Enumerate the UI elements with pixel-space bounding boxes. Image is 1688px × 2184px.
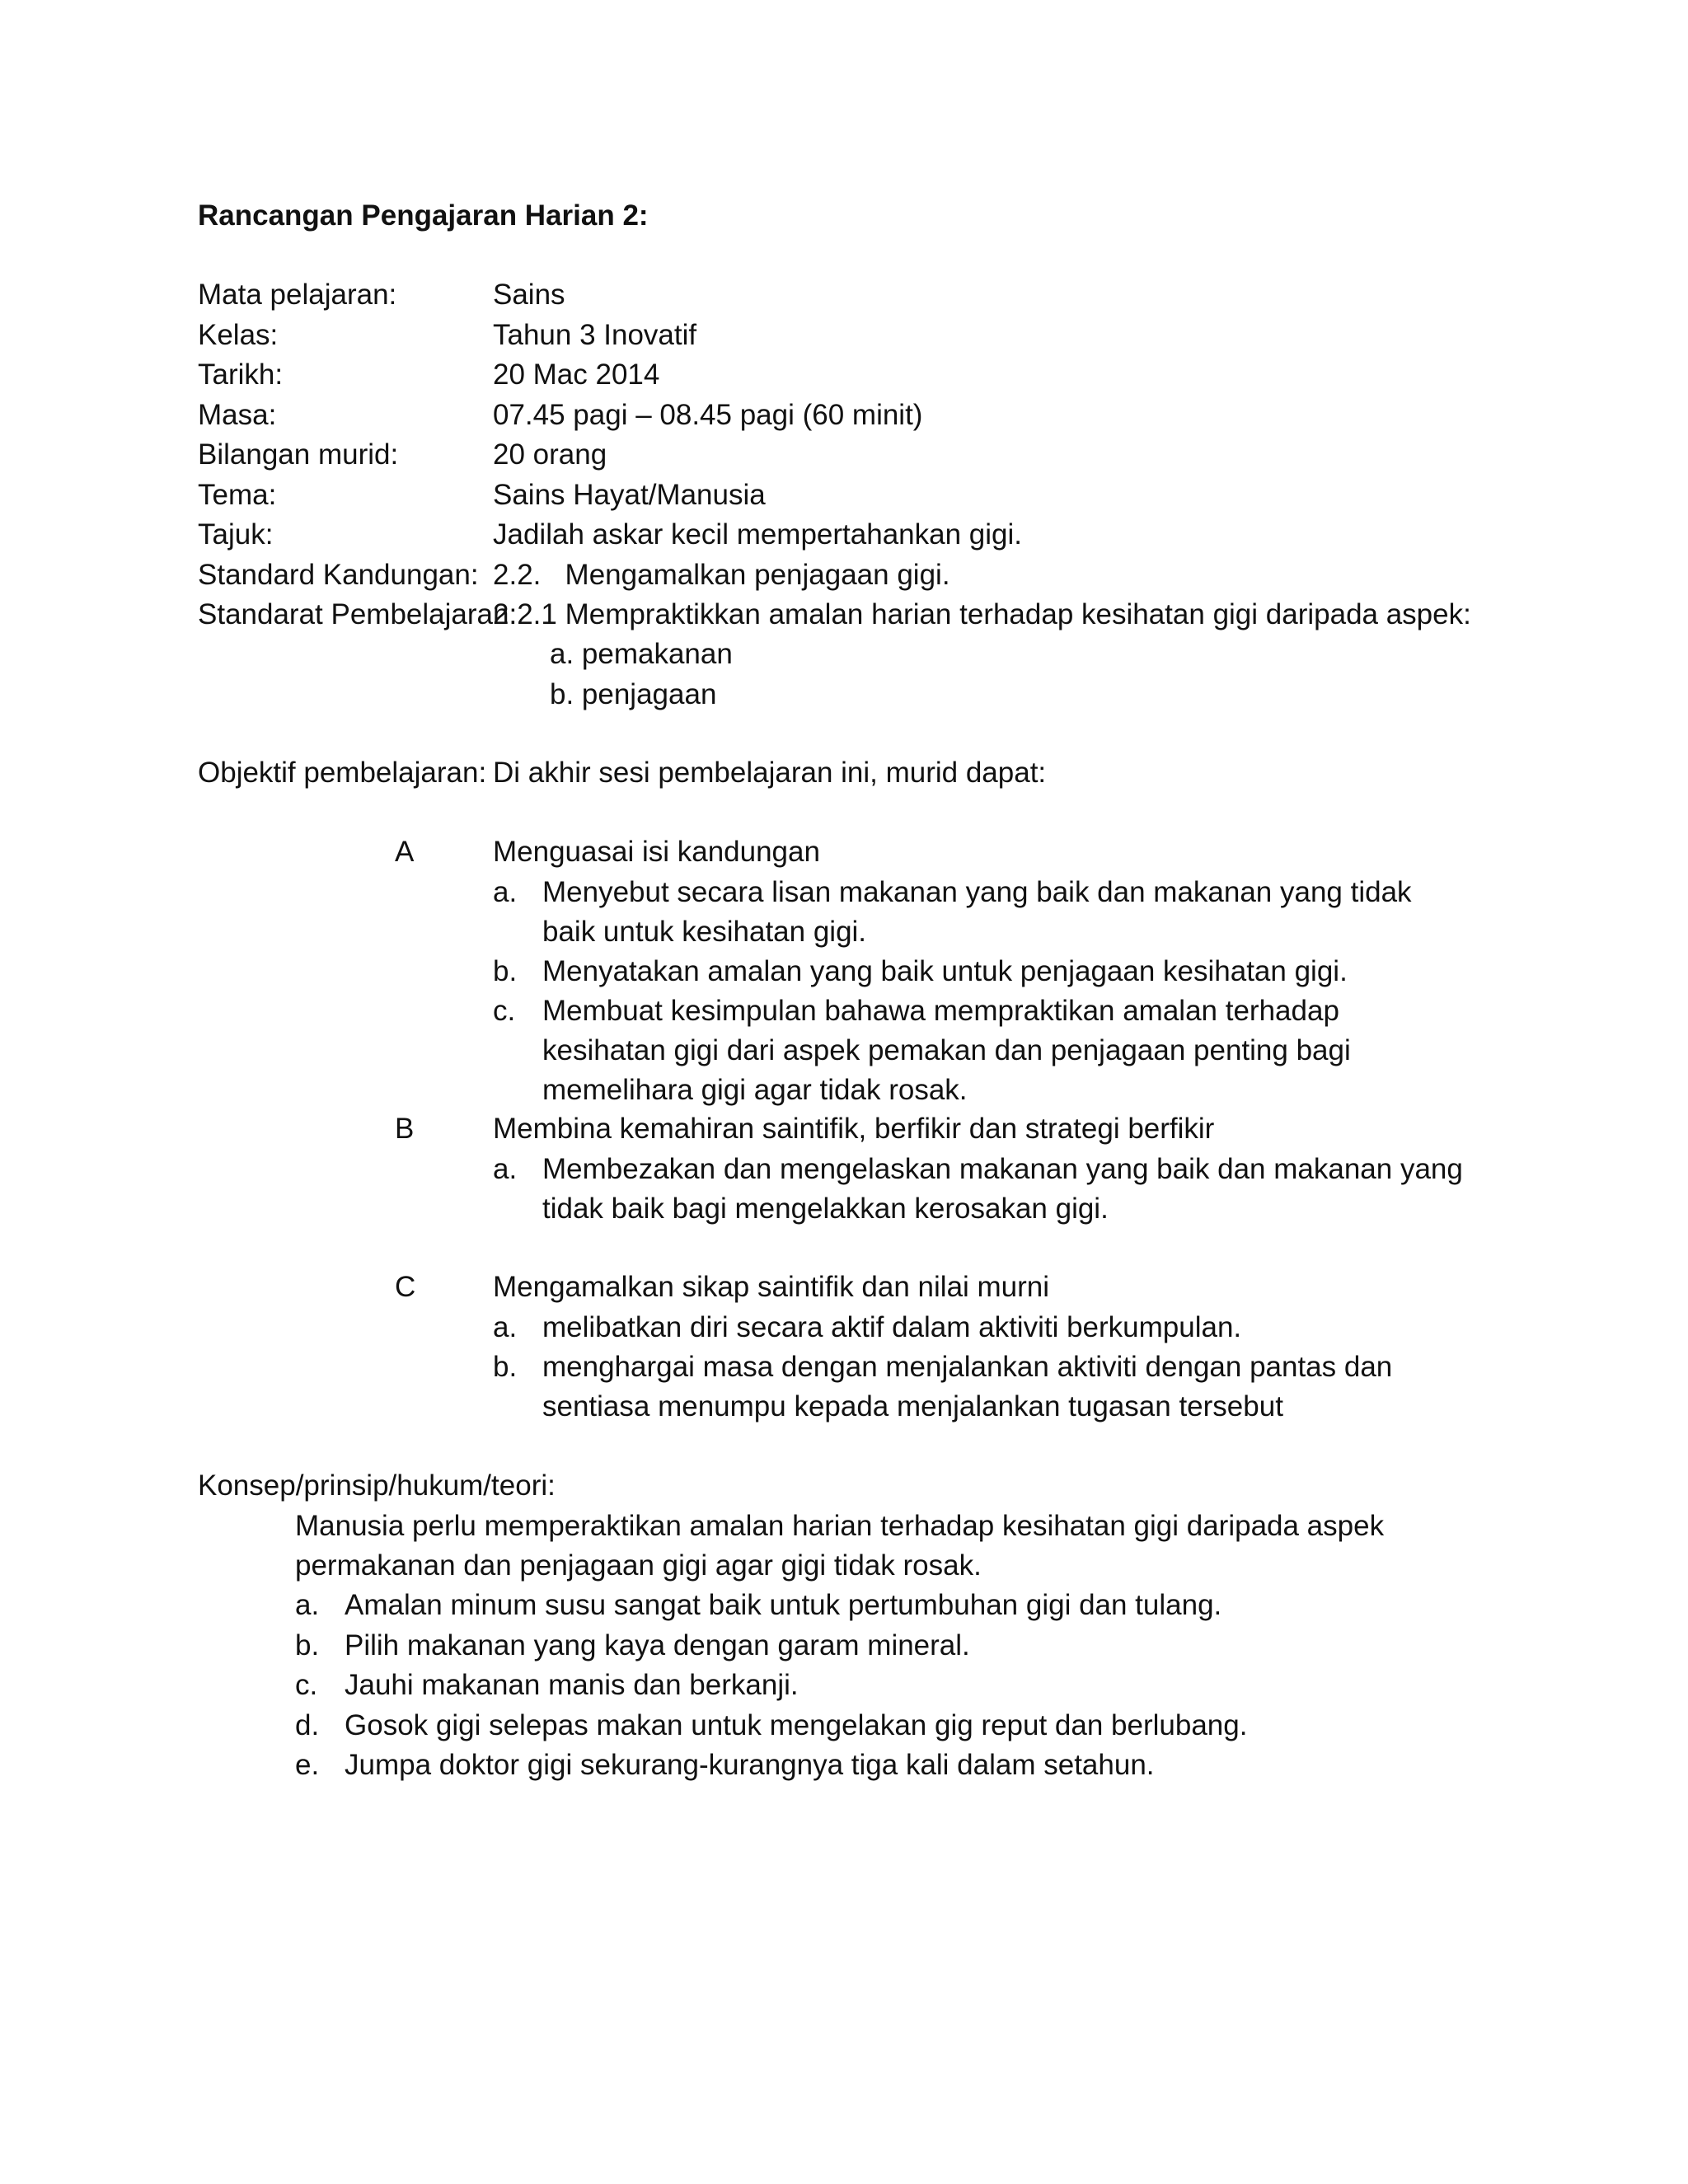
section-title: Mengamalkan sikap saintifik dan nilai murni	[493, 1271, 1050, 1303]
list-item-text: Amalan minum susu sangat baik untuk pertumbuhan gigi dan tulang.	[345, 1589, 1222, 1621]
info-row-time	[198, 396, 1517, 436]
list-marker: c.	[493, 994, 516, 1027]
list-item	[295, 1586, 1449, 1626]
list-item-text: Gosok gigi selepas makan untuk mengelakan gig reput dan berlubang.	[345, 1708, 1248, 1741]
section-letter: A	[395, 836, 415, 868]
section-items	[493, 1308, 1465, 1427]
learning-standard-sub-list	[550, 635, 733, 715]
list-marker: e.	[295, 1749, 320, 1781]
objective-label: Objektif pembelajaran:	[198, 757, 487, 789]
info-row-class	[198, 316, 1517, 356]
info-row-subject	[198, 275, 1517, 316]
list-item-text: Membezakan dan mengelaskan makanan yang baik dan makanan yang tidak baik bagi mengelakkan kerosakan gigi.	[542, 1152, 1463, 1225]
section-letter: C	[395, 1271, 416, 1303]
list-item-text: Jauhi makanan manis dan berkanji.	[345, 1669, 799, 1701]
concept-list	[295, 1586, 1449, 1786]
objective-section-a	[395, 832, 1549, 1110]
list-item	[493, 1150, 1465, 1229]
list-marker: b.	[493, 1350, 518, 1383]
list-item-text: Menyebut secara lisan makanan yang baik dan makanan yang tidak baik untuk kesihatan gigi.	[542, 875, 1412, 948]
info-value: 2.2.1 Mempraktikkan amalan harian terhadap kesihatan gigi daripada aspek:	[493, 598, 1471, 630]
document-title: Rancangan Pengajaran Harian 2:	[198, 199, 649, 232]
list-item	[493, 873, 1465, 952]
lesson-info-table	[198, 275, 1517, 635]
list-item-text: Jumpa doktor gigi sekurang-kurangnya tiga kali dalam setahun.	[345, 1749, 1155, 1781]
list-item	[493, 991, 1465, 1110]
list-marker: b.	[493, 954, 518, 987]
section-heading	[395, 1268, 1549, 1308]
list-marker: c.	[295, 1669, 318, 1701]
concept-body	[295, 1507, 1449, 1786]
list-item-text: Membuat kesimpulan bahawa mempraktikan amalan terhadap kesihatan gigi dari aspek pemakan dan penjagaan penting bagi memelihara gigi agar tidak rosak.	[542, 994, 1351, 1106]
info-value: 20 Mac 2014	[493, 359, 660, 391]
section-letter: B	[395, 1113, 415, 1145]
objective-intro: Di akhir sesi pembelajaran ini, murid dapat:	[493, 757, 1047, 789]
list-item-text: Pilih makanan yang kaya dengan garam mineral.	[345, 1629, 970, 1661]
list-marker: a.	[493, 1152, 518, 1185]
info-label: Bilangan murid:	[198, 438, 399, 471]
info-row-theme	[198, 476, 1517, 516]
section-items	[493, 873, 1465, 1110]
info-label: Standard Kandungan:	[198, 558, 479, 591]
info-value: Tahun 3 Inovatif	[493, 318, 697, 351]
info-value: 20 orang	[493, 438, 607, 471]
list-marker: a.	[295, 1589, 320, 1621]
objective-section-b	[395, 1109, 1549, 1229]
section-title: Membina kemahiran saintifik, berfikir dan strategi berfikir	[493, 1113, 1215, 1145]
info-row-topic	[198, 515, 1517, 555]
list-item-text: melibatkan diri secara aktif dalam aktiviti berkumpulan.	[542, 1310, 1242, 1343]
info-label: Tarikh:	[198, 359, 284, 391]
info-value: Sains Hayat/Manusia	[493, 478, 766, 511]
info-label: Standarat Pembelajaran:	[198, 598, 518, 630]
info-row-date	[198, 355, 1517, 396]
section-heading	[395, 832, 1549, 873]
objective-section-c	[395, 1268, 1549, 1427]
info-label: Tajuk:	[198, 518, 274, 551]
info-row-learning-standard	[198, 595, 1517, 635]
info-row-student-count	[198, 435, 1517, 476]
info-label: Tema:	[198, 478, 277, 511]
info-value: Jadilah askar kecil mempertahankan gigi.	[493, 518, 1022, 551]
list-item	[493, 1308, 1465, 1347]
list-item	[295, 1746, 1449, 1786]
list-item	[295, 1626, 1449, 1666]
list-item	[493, 1347, 1465, 1427]
list-item	[493, 952, 1465, 991]
list-item	[295, 1706, 1449, 1746]
sub-list-item: b. penjagaan	[550, 677, 717, 710]
section-items	[493, 1150, 1465, 1229]
info-value: Sains	[493, 279, 565, 311]
info-label: Kelas:	[198, 318, 279, 351]
info-value: 07.45 pagi – 08.45 pagi (60 minit)	[493, 398, 923, 431]
list-item	[295, 1666, 1449, 1706]
objective-row	[198, 753, 1046, 793]
section-title: Menguasai isi kandungan	[493, 836, 820, 868]
info-row-content-standard	[198, 555, 1517, 596]
info-label: Masa:	[198, 398, 277, 431]
concept-paragraph: Manusia perlu memperaktikan amalan harian terhadap kesihatan gigi daripada aspek permakanan dan penjagaan gigi agar gigi tidak rosak.	[295, 1510, 1385, 1582]
list-marker: d.	[295, 1708, 320, 1741]
info-value: 2.2. Mengamalkan penjagaan gigi.	[493, 558, 950, 591]
info-label: Mata pelajaran:	[198, 279, 397, 311]
concept-label: Konsep/prinsip/hukum/teori:	[198, 1469, 556, 1502]
list-item-text: menghargai masa dengan menjalankan aktiviti dengan pantas dan sentiasa menumpu kepada menjalankan tugasan tersebut	[542, 1350, 1393, 1422]
list-marker: b.	[295, 1629, 320, 1661]
sub-list-item: a. pemakanan	[550, 638, 733, 670]
list-marker: a.	[493, 875, 518, 908]
section-heading	[395, 1109, 1549, 1150]
list-marker: a.	[493, 1310, 518, 1343]
list-item-text: Menyatakan amalan yang baik untuk penjagaan kesihatan gigi.	[542, 954, 1348, 987]
